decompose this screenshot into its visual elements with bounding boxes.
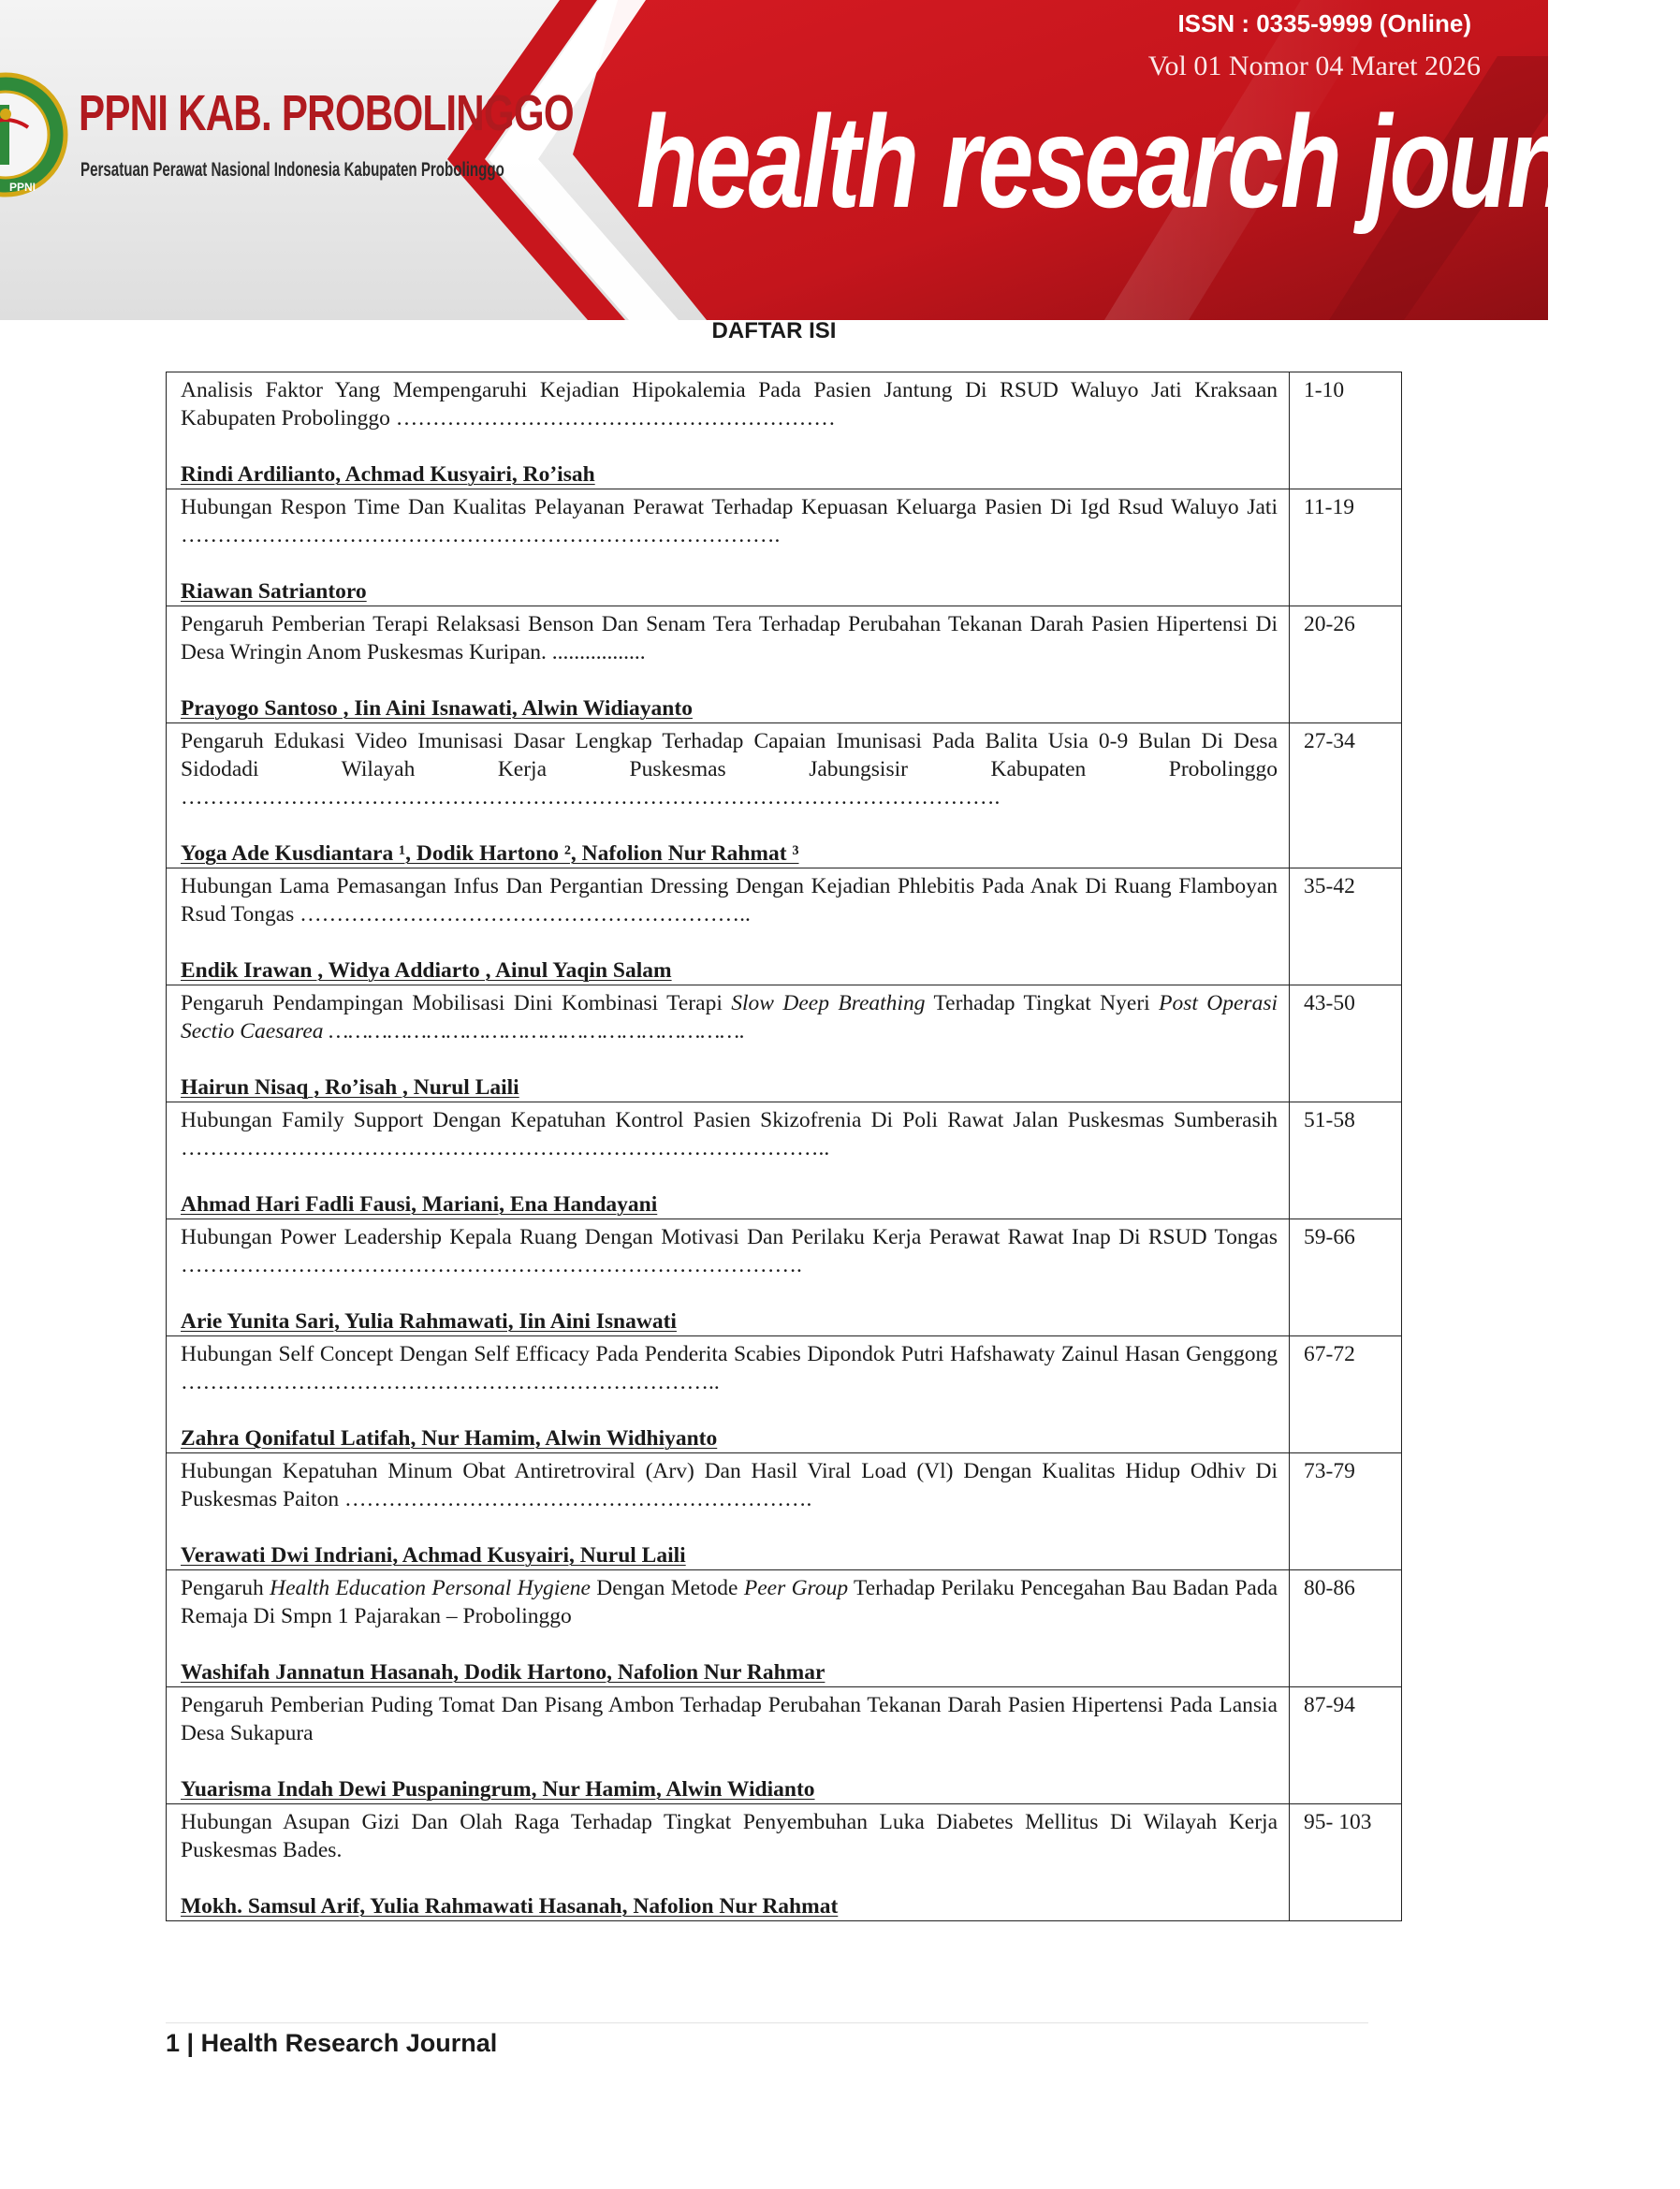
article-title-part: Terhadap Tingkat Nyeri [925,991,1160,1015]
article-page-range: 87-94 [1290,1687,1402,1804]
article-title[interactable]: Hubungan Family Support Dengan Kepatuhan Kontrol Pasien Skizofrenia Di Poli Rawat Jalan Puskesmas Sumberasih …………………………………………………………………………….. [181,1108,1278,1160]
article-authors: Prayogo Santoso , Iin Aini Isnawati, Alwin Widiayanto [181,696,693,721]
article-title-part: Pengaruh Pendampingan Mobilisasi Dini Kombinasi Terapi [181,991,732,1015]
toc-entry-cell [167,1570,1290,1687]
article-page-range: 73-79 [1290,1453,1402,1570]
article-title-part: Terhadap Perilaku Pencegahan Bau Badan Pada Remaja Di Smpn 1 Pajarakan – Probolinggo [181,1576,1278,1628]
article-title[interactable]: Pengaruh Pemberian Terapi Relaksasi Benson Dan Senam Tera Terhadap Perubahan Tekanan Darah Pasien Hipertensi Di Desa Wringin Anom Puskesmas Kuripan. ................. [181,612,1278,664]
article-page-range: 95- 103 [1290,1804,1402,1921]
article-title[interactable]: Hubungan Kepatuhan Minum Obat Antiretroviral (Arv) Dan Hasil Viral Load (Vl) Dengan Kualitas Hidup Odhiv Di Puskesmas Paiton ………………………………………………………. [181,1459,1278,1511]
article-authors: Riawan Satriantoro [181,579,367,604]
article-authors: Arie Yunita Sari, Yulia Rahmawati, Iin Aini Isnawati [181,1309,677,1334]
article-title[interactable]: Analisis Faktor Yang Mempengaruhi Kejadian Hipokalemia Pada Pasien Jantung Di RSUD Waluyo Jati Kraksaan Kabupaten Probolinggo …………………………………………………… [181,378,1278,431]
article-page-range: 43-50 [1290,985,1402,1102]
toc-entry-cell [167,985,1290,1102]
table-of-contents-heading: DAFTAR ISI [711,318,837,343]
toc-row [167,868,1402,985]
page-footer [166,2029,497,2058]
article-authors: Rindi Ardilianto, Achmad Kusyairi, Ro’isah [181,462,595,487]
toc-entry-cell [167,1219,1290,1336]
page-number: 1 [166,2029,181,2057]
article-authors: Ahmad Hari Fadli Fausi, Mariani, Ena Handayani [181,1192,658,1217]
article-title-italic-part: Health Education Personal Hygiene [270,1576,591,1600]
toc-entry-cell [167,723,1290,868]
article-page-range: 11-19 [1290,489,1402,606]
organization-name: PPNI KAB. PROBOLINGGO [79,85,574,141]
article-authors: Hairun Nisaq , Ro’isah , Nurul Laili [181,1075,519,1100]
logo-ring-text: PPNI [9,181,37,194]
article-page-range: 80-86 [1290,1570,1402,1687]
article-page-range: 59-66 [1290,1219,1402,1336]
article-title-italic-part: Post Operasi Sectio Caesarea ………………………………………………………. [181,991,1278,1043]
toc-row [167,372,1402,489]
toc-entry-cell [167,1453,1290,1570]
article-authors: Zahra Qonifatul Latifah, Nur Hamim, Alwin Widhiyanto [181,1426,718,1451]
article-title[interactable]: Pengaruh Edukasi Video Imunisasi Dasar Lengkap Terhadap Capaian Imunisasi Pada Balita Usia 0-9 Bulan Di Desa Sidodadi Wilayah Kerja Puskesmas Jabungsisir Kabupaten Probolinggo …………………………………………………………………………………………………. [181,729,1278,810]
toc-row [167,1219,1402,1336]
toc-row [167,1336,1402,1453]
toc-row [167,489,1402,606]
toc-entry-cell [167,1336,1290,1453]
organization-logo [0,67,574,208]
article-title-part: Dengan Metode [590,1576,744,1600]
footer-divider [166,2022,1368,2023]
toc-entry-cell [167,868,1290,985]
toc-body [167,372,1402,1921]
article-title[interactable]: Hubungan Asupan Gizi Dan Olah Raga Terhadap Tingkat Penyembuhan Luka Diabetes Mellitus Di Wilayah Kerja Puskesmas Bades. [181,1810,1278,1862]
article-authors: Endik Irawan , Widya Addiarto , Ainul Yaqin Salam [181,958,672,983]
article-page-range: 1-10 [1290,372,1402,489]
article-title[interactable]: Hubungan Power Leadership Kepala Ruang Dengan Motivasi Dan Perilaku Kerja Perawat Rawat Inap Di RSUD Tongas …………………………………………………………………………. [181,1225,1278,1277]
toc-row [167,606,1402,723]
article-title-part: Pengaruh [181,1576,270,1600]
article-page-range: 20-26 [1290,606,1402,723]
journal-header-banner [0,0,1680,320]
article-title[interactable] [181,1574,1278,1630]
article-authors: Verawati Dwi Indriani, Achmad Kusyairi, Nurul Laili [181,1543,686,1568]
toc-entry-cell [167,372,1290,489]
toc-entry-cell [167,1804,1290,1921]
article-title[interactable]: Hubungan Respon Time Dan Kualitas Pelayanan Perawat Terhadap Kepuasan Keluarga Pasien Di Igd Rsud Waluyo Jati ………………………………………………………………………. [181,495,1278,547]
article-authors: Mokh. Samsul Arif, Yulia Rahmawati Hasanah, Nafolion Nur Rahmat [181,1894,839,1919]
footer-journal-name: Health Research Journal [200,2029,498,2057]
article-title[interactable]: Hubungan Lama Pemasangan Infus Dan Pergantian Dressing Dengan Kejadian Phlebitis Pada Anak Di Ruang Flamboyan Rsud Tongas …………………………………………………….. [181,874,1278,927]
article-title[interactable]: Pengaruh Pemberian Puding Tomat Dan Pisang Ambon Terhadap Perubahan Tekanan Darah Pasien Hipertensi Pada Lansia Desa Sukapura [181,1693,1278,1745]
toc-entry-cell [167,1102,1290,1219]
toc-row [167,985,1402,1102]
table-of-contents [166,372,1402,1921]
footer-separator: | [186,2029,195,2057]
article-page-range: 27-34 [1290,723,1402,868]
toc-entry-cell [167,1687,1290,1804]
article-authors: Yuarisma Indah Dewi Puspaningrum, Nur Hamim, Alwin Widianto [181,1777,815,1802]
article-page-range: 35-42 [1290,868,1402,985]
toc-entry-cell [167,606,1290,723]
article-title[interactable] [181,989,1278,1045]
article-title[interactable]: Hubungan Self Concept Dengan Self Efficacy Pada Penderita Scabies Dipondok Putri Hafshawaty Zainul Hasan Genggong ……………………………………………………………….. [181,1342,1278,1394]
journal-title: health research journal [636,88,1680,235]
ppni-emblem-icon [4,71,69,198]
toc-row [167,1102,1402,1219]
article-authors: Washifah Jannatun Hasanah, Dodik Hartono, Nafolion Nur Rahmar [181,1660,825,1685]
article-title-italic-part: Slow Deep Breathing [731,991,926,1015]
article-title-italic-part: Peer Group [743,1576,849,1600]
toc-row [167,1570,1402,1687]
volume-issue-label: Vol 01 Nomor 04 Maret 2026 [1147,51,1481,81]
toc-entry-cell [167,489,1290,606]
article-authors: Yoga Ade Kusdiantara ¹, Dodik Hartono ², Nafolion Nur Rahmat ³ [181,841,799,866]
article-page-range: 67-72 [1290,1336,1402,1453]
organization-subtitle: Persatuan Perawat Nasional Indonesia Kabupaten Probolinggo [80,159,504,181]
toc-row [167,1687,1402,1804]
toc-row [167,1453,1402,1570]
article-page-range: 51-58 [1290,1102,1402,1219]
issn-label: ISSN : 0335-9999 (Online) [1177,9,1471,37]
toc-row [167,1804,1402,1921]
toc-row [167,723,1402,868]
